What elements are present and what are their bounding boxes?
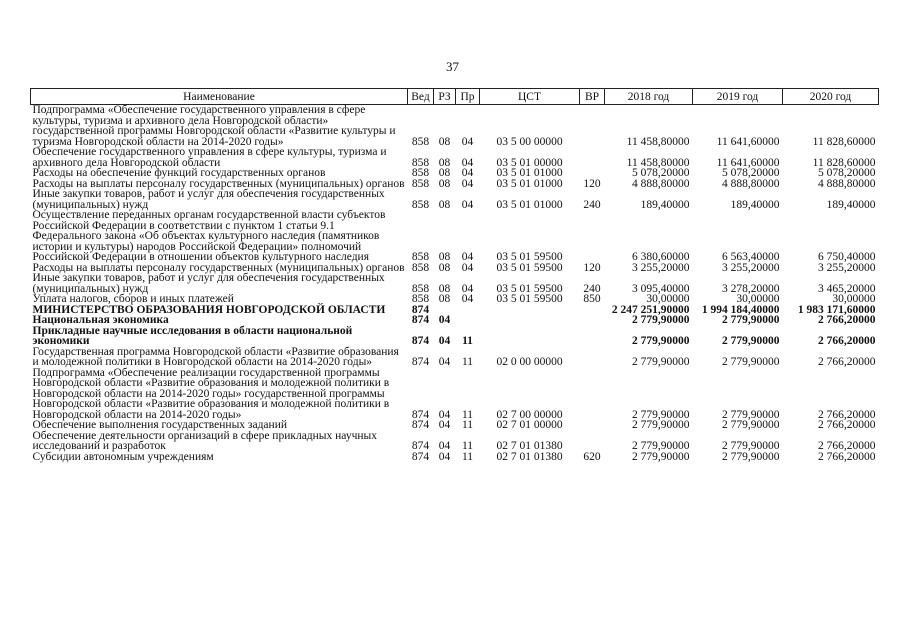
page-number: 37	[446, 59, 459, 74]
header-pr: Пр	[456, 89, 480, 105]
cell-ved: 858	[411, 251, 430, 263]
cell-ved: 874	[411, 335, 430, 347]
cell-vr	[580, 431, 605, 452]
cell-rz: 04	[438, 335, 451, 347]
cell-2018: 189,40000	[640, 198, 690, 211]
cell-cst: 03 5 01 59500	[496, 251, 563, 263]
cell-name: Национальная экономика	[32, 314, 169, 326]
table-row	[31, 168, 879, 179]
cell-2020: 3 255,20000	[818, 261, 876, 274]
table-row	[31, 347, 879, 368]
cell-vr	[580, 105, 605, 148]
cell-pr: 11	[461, 450, 474, 463]
cell-name: Иные закупки товаров, работ и услуг для обеспечения государственных (муниципальных) нужд	[32, 272, 385, 295]
cell-vr: 240	[583, 282, 601, 295]
table-row	[31, 273, 879, 294]
cell-2019: 189,40000	[730, 198, 780, 211]
cell-cst	[480, 305, 580, 316]
cell-2020: 189,40000	[826, 198, 876, 211]
table-row	[31, 326, 879, 347]
cell-rz: 08	[438, 167, 451, 179]
cell-pr: 04	[461, 282, 474, 295]
cell-cst	[480, 315, 580, 326]
cell-name: Расходы на обеспечение функций государственных органов	[32, 167, 326, 179]
table-row	[31, 420, 879, 431]
header-cst: ЦСТ	[480, 89, 580, 105]
cell-2019: 2 779,90000	[722, 440, 780, 452]
cell-pr: 04	[461, 251, 474, 263]
cell-ved: 874	[411, 440, 430, 452]
cell-ved: 874	[411, 303, 430, 316]
header-2018: 2018 год	[605, 89, 693, 105]
cell-vr	[580, 420, 605, 431]
cell-vr	[580, 347, 605, 368]
header-2020: 2020 год	[783, 89, 879, 105]
cell-pr: 04	[461, 261, 474, 274]
cell-2019: 3 255,20000	[722, 261, 780, 274]
cell-cst: 02 0 00 00000	[496, 356, 563, 368]
cell-2020: 3 465,20000	[818, 282, 876, 295]
cell-vr: 120	[583, 177, 601, 190]
cell-pr: 11	[462, 335, 473, 347]
cell-name: Иные закупки товаров, работ и услуг для обеспечения государственных (муниципальных) нужд	[32, 188, 385, 211]
cell-2020: 2 766,20000	[818, 450, 876, 463]
table-body	[31, 105, 879, 463]
cell-2019: 11 641,60000	[716, 135, 780, 148]
cell-ved: 858	[411, 156, 430, 169]
cell-name: Уплата налогов, сборов и иных платежей	[32, 293, 234, 305]
cell-2019: 30,00000	[736, 293, 780, 305]
cell-pr: 04	[461, 198, 474, 211]
header-vr: ВР	[580, 89, 605, 105]
cell-vr	[580, 210, 605, 263]
cell-2020: 2 766,20000	[818, 335, 876, 347]
cell-rz: 08	[438, 261, 451, 274]
cell-cst: 03 5 01 01000	[496, 167, 563, 179]
cell-rz: 04	[438, 314, 451, 326]
header-ved: Вед	[408, 89, 434, 105]
cell-2018: 2 247 251,90000	[611, 303, 690, 316]
cell-2018: 11 458,80000	[626, 156, 690, 169]
cell-2020: 2 766,20000	[818, 440, 876, 452]
table-row	[31, 368, 879, 421]
cell-2018: 11 458,80000	[626, 135, 690, 148]
cell-ved: 858	[411, 293, 430, 305]
cell-rz: 08	[438, 198, 451, 211]
cell-2019: 11 641,60000	[716, 156, 780, 169]
cell-rz: 08	[438, 251, 451, 263]
cell-2019: 2 779,90000	[722, 450, 780, 463]
cell-vr	[580, 168, 605, 179]
cell-vr	[580, 368, 605, 421]
cell-rz: 04	[438, 408, 451, 421]
cell-rz: 08	[438, 156, 451, 169]
table-row	[31, 147, 879, 168]
cell-2020: 2 766,20000	[818, 408, 876, 421]
cell-pr: 11	[461, 356, 474, 368]
cell-vr	[580, 305, 605, 316]
cell-2020: 2 766,20000	[818, 419, 876, 431]
cell-vr	[580, 315, 605, 326]
cell-2018: 4 888,80000	[632, 177, 690, 190]
table-row	[31, 315, 879, 326]
header-name: Наименование	[31, 89, 408, 105]
cell-rz: 04	[438, 440, 451, 452]
cell-cst: 03 5 01 01000	[496, 177, 563, 190]
cell-2019: 3 278,20000	[722, 282, 780, 295]
cell-name: Государственная программа Новгородской области «Развитие образования и молодежной политики в Новгородской области на 2014-2020 годы»	[32, 345, 399, 368]
cell-2019: 2 779,90000	[722, 419, 780, 431]
cell-pr: 11	[461, 408, 474, 421]
cell-2018: 2 779,90000	[632, 356, 690, 368]
cell-2018: 2 779,90000	[632, 314, 690, 326]
cell-ved: 874	[411, 419, 430, 431]
cell-cst: 02 7 01 01380	[496, 450, 563, 463]
cell-2018: 6 380,60000	[632, 251, 690, 263]
cell-vr: 850	[583, 293, 601, 305]
cell-rz: 08	[438, 177, 451, 190]
cell-name: Подпрограмма «Обеспечение государственного управления в сфере культуры, туризма и архивного дела Новгородской области» государственной программы Новгородской области «Развитие культуры и туризма Новгородской области на 2014-2020 годы»	[32, 104, 396, 148]
cell-vr	[580, 147, 605, 168]
header-rz: РЗ	[434, 89, 456, 105]
table-row	[31, 189, 879, 210]
cell-ved: 858	[411, 135, 430, 148]
cell-name: Обеспечение государственного управления в сфере культуры, туризма и архивного дела Новгородской области	[32, 146, 387, 169]
cell-2018: 3 095,40000	[632, 282, 690, 295]
cell-2018: 2 779,90000	[632, 419, 690, 431]
cell-name: Расходы на выплаты персоналу государственных (муниципальных) органов	[32, 177, 405, 190]
cell-name: Обеспечение выполнения государственных заданий	[32, 419, 287, 431]
cell-name: Прикладные научные исследования в области национальной экономики	[32, 324, 353, 347]
cell-name: Обеспечение деятельности организаций в сфере прикладных научных исследований и разработок	[32, 429, 377, 452]
cell-name: Расходы на выплаты персоналу государственных (муниципальных) органов	[32, 261, 405, 274]
cell-rz: 08	[438, 282, 451, 295]
cell-vr	[580, 326, 605, 347]
cell-2020: 1 983 171,60000	[797, 303, 876, 316]
table-header-row	[31, 89, 879, 105]
cell-pr	[456, 305, 480, 316]
cell-2020: 2 766,20000	[818, 356, 876, 368]
cell-2019: 2 779,90000	[722, 356, 780, 368]
cell-name: Субсидии автономным учреждениям	[32, 450, 214, 463]
cell-2018: 2 779,90000	[632, 450, 690, 463]
cell-ved: 858	[411, 261, 430, 274]
cell-cst: 03 5 01 59500	[496, 261, 563, 274]
cell-2020: 2 766,20000	[818, 314, 876, 326]
cell-rz: 04	[438, 419, 451, 431]
cell-2020: 11 828,60000	[812, 135, 876, 148]
table-row	[31, 105, 879, 148]
cell-name: МИНИСТЕРСТВО ОБРАЗОВАНИЯ НОВГОРОДСКОЙ ОБЛАСТИ	[32, 303, 386, 316]
table-row	[31, 294, 879, 305]
cell-rz: 04	[438, 450, 451, 463]
cell-ved: 858	[411, 198, 430, 211]
cell-pr: 04	[461, 293, 474, 305]
table-row	[31, 431, 879, 452]
cell-ved: 874	[411, 408, 430, 421]
cell-cst: 02 7 01 00000	[496, 419, 563, 431]
cell-2019: 1 994 184,40000	[701, 303, 780, 316]
table-row	[31, 452, 879, 463]
cell-ved: 858	[411, 167, 430, 179]
cell-pr: 04	[461, 177, 474, 190]
cell-rz: 08	[438, 293, 451, 305]
cell-ved: 874	[411, 450, 430, 463]
cell-2020: 30,00000	[832, 293, 876, 305]
cell-2019: 2 779,90000	[722, 408, 780, 421]
table-row	[31, 210, 879, 263]
cell-cst: 03 5 01 59500	[496, 293, 563, 305]
cell-cst: 02 7 01 01380	[496, 440, 563, 452]
cell-2019: 2 779,90000	[722, 314, 780, 326]
cell-ved: 874	[411, 356, 430, 368]
cell-2020: 4 888,80000	[818, 177, 876, 190]
cell-pr: 11	[461, 419, 474, 431]
cell-pr	[456, 315, 480, 326]
cell-2019: 2 779,90000	[722, 335, 780, 347]
cell-2020: 11 828,60000	[812, 156, 876, 169]
cell-2018: 2 779,90000	[632, 408, 690, 421]
cell-vr: 620	[583, 450, 601, 463]
cell-2020: 5 078,20000	[818, 167, 876, 179]
cell-2018: 2 779,90000	[632, 440, 690, 452]
cell-2018: 2 779,90000	[632, 335, 690, 347]
cell-pr: 04	[461, 135, 474, 148]
cell-pr: 04	[461, 156, 474, 169]
cell-2020: 6 750,40000	[818, 251, 876, 263]
cell-name: Осуществление переданных органам государственной власти субъектов Российской Федерации в соответствии с пунктом 1 статьи 9.1 Федерального закона «Об объектах культурного наследия (памятников истории и культуры) народов Российской Федерации» полномочий Российской Федерации в отношении объектов культурного наследия	[32, 209, 386, 263]
cell-cst: 02 7 00 00000	[496, 408, 563, 421]
cell-2019: 6 563,40000	[722, 251, 780, 263]
cell-2018: 30,00000	[646, 293, 690, 305]
cell-2019: 4 888,80000	[722, 177, 780, 190]
cell-ved: 858	[411, 282, 430, 295]
cell-vr: 240	[583, 198, 601, 211]
cell-cst: 03 5 01 00000	[496, 156, 563, 169]
cell-ved: 858	[411, 177, 430, 190]
cell-2019: 5 078,20000	[722, 167, 780, 179]
budget-table	[30, 88, 879, 462]
cell-rz: 08	[438, 135, 451, 148]
cell-rz: 04	[438, 356, 451, 368]
cell-name: Подпрограмма «Обеспечение реализации государственной программы Новгородской области «Развитие образования и молодежной политики в Новгородской области на 2014-2020 годы» государственной программы Новгородской области «Развитие образования и молодежной политики в Новгородской области на 2014-2020 годы»	[32, 366, 390, 421]
cell-cst	[480, 326, 580, 347]
cell-ved: 874	[411, 314, 430, 326]
cell-cst: 03 5 01 59500	[496, 282, 563, 295]
cell-2018: 5 078,20000	[632, 167, 690, 179]
cell-vr: 120	[583, 261, 601, 274]
cell-cst: 03 5 01 01000	[496, 198, 563, 211]
cell-pr: 04	[461, 167, 474, 179]
header-2019: 2019 год	[693, 89, 783, 105]
cell-2018: 3 255,20000	[632, 261, 690, 274]
cell-pr: 11	[461, 440, 474, 452]
cell-cst: 03 5 00 00000	[496, 135, 563, 148]
